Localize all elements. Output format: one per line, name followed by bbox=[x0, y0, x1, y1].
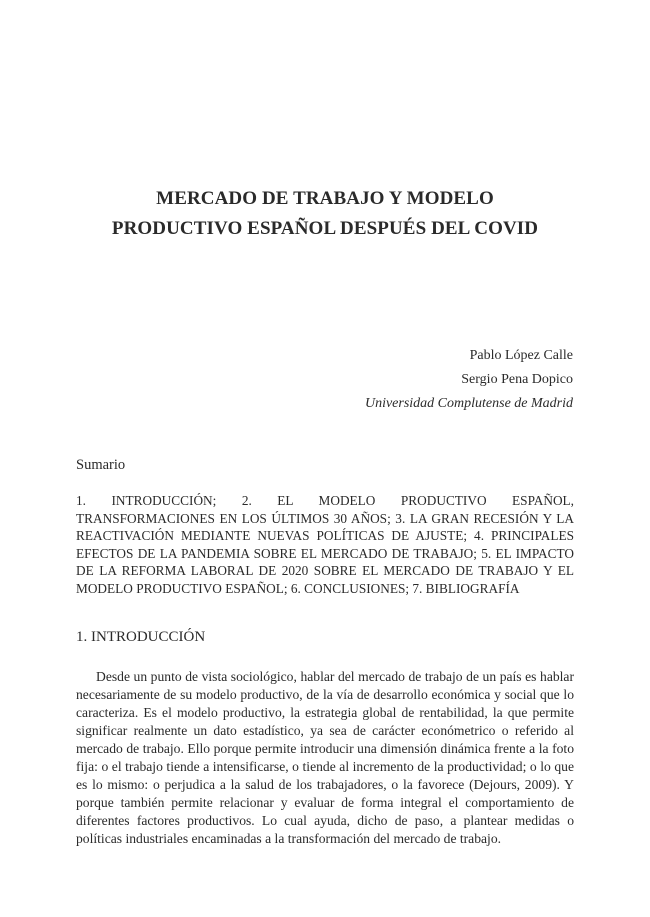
author-affiliation: Universidad Complutense de Madrid bbox=[364, 396, 573, 411]
body-paragraph: Desde un punto de vista sociológico, hablar del mercado de trabajo de un país es hablar necesariamente de su modelo productivo, de la vía de desarrollo económica y social que lo caracteriza. Es el modelo productivo, la estrategia global de rentabilidad, la que permite significar realmente un dato estadístico, ya sea de carácter económetrico o referido al mercado de trabajo. Ello porque permite introducir una dimensión dinámica frente a la foto fija: o el trabajo tiende a intensificarse, o tiende al incremento de la productividad; o lo que es lo mismo: o perjudica a la salud de los trabajadores, o la favorece (Dejours, 2009). Y porque también permite relacionar y evaluar de forma integral el comportamiento de diferentes factores productivos. Lo cual ayuda, dicho de paso, a plantear medidas o políticas industriales encaminadas a la transformación del mercado de trabajo. bbox=[76, 669, 574, 846]
title-line-2: PRODUCTIVO ESPAÑOL DESPUÉS DEL COVID bbox=[111, 218, 539, 239]
title-line-1: MERCADO DE TRABAJO Y MODELO bbox=[156, 188, 494, 209]
author-name: Sergio Pena Dopico bbox=[461, 372, 573, 387]
author-name: Pablo López Calle bbox=[469, 348, 573, 363]
author-block bbox=[365, 344, 573, 416]
summary-heading: Sumario bbox=[76, 457, 126, 473]
section-heading: 1. INTRODUCCIÓN bbox=[76, 629, 206, 645]
summary-contents: 1. INTRODUCCIÓN; 2. EL MODELO PRODUCTIVO ESPAÑOL, TRANSFORMACIONES EN LOS ÚLTIMOS 30 AÑOS; 3. LA GRAN RECESIÓN Y LA REACTIVACIÓN MEDIANTE NUEVAS POLÍTICAS DE AJUSTE; 4. PRINCIPALES EFECTOS DE LA PANDEMIA SOBRE EL MERCADO DE TRABAJO; 5. EL IMPACTO DE LA REFORMA LABORAL DE 2020 SOBRE EL MERCADO DE TRABAJO Y EL MODELO PRODUCTIVO ESPAÑOL; 6. CONCLUSIONES; 7. BIBLIOGRAFÍA bbox=[76, 493, 574, 596]
page-title bbox=[0, 184, 650, 244]
